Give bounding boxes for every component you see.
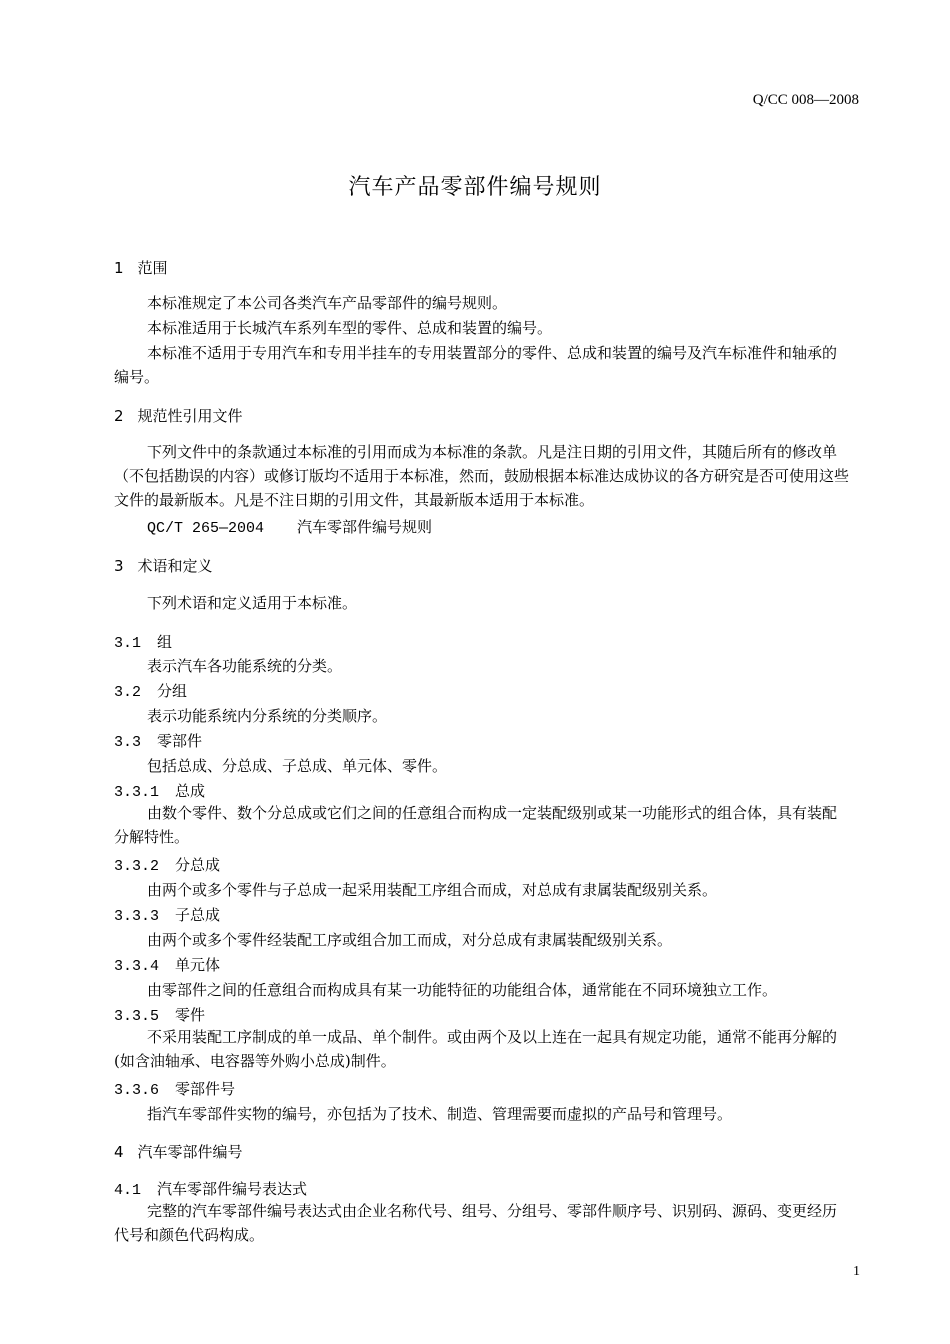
section-heading-4	[114, 1141, 243, 1162]
term-heading-3-3	[114, 730, 202, 751]
reference-code: QC/T 265—2004	[147, 520, 265, 537]
term-number: 3.2	[114, 684, 142, 701]
term-heading-3-1	[114, 631, 172, 652]
term-heading-3-3-4	[114, 954, 220, 975]
term-heading-3-3-1	[114, 780, 205, 801]
term-heading-3-3-3	[114, 904, 220, 925]
section-title: 汽车零部件编号	[137, 1143, 243, 1161]
reference-title: 汽车零部件编号规则	[297, 518, 433, 536]
standard-number: Q/CC 008—2008	[752, 92, 859, 108]
term-title: 单元体	[175, 956, 221, 974]
term-number: 3.3.1	[114, 784, 160, 801]
term-heading-3-3-5	[114, 1004, 205, 1025]
section-heading-1	[114, 257, 168, 278]
term-title: 分组	[157, 682, 188, 700]
page-title: 汽车产品零部件编号规则	[348, 175, 602, 200]
term-number: 3.3.3	[114, 908, 160, 925]
term-definition: 完整的汽车零部件编号表达式由企业名称代号、组号、分组号、零部件顺序号、识别码、源码、变更经历代号和颜色代码构成。	[114, 1202, 838, 1244]
term-definition: 不采用装配工序制成的单一成品、单个制件。或由两个及以上连在一起具有规定功能，通常不能再分解的(如含油轴承、电容器等外购小总成)制件。	[114, 1028, 838, 1070]
page-number: 1	[853, 1264, 860, 1279]
section-number: 1	[114, 259, 124, 277]
term-title: 组	[157, 633, 173, 651]
section-number: 3	[114, 557, 124, 575]
term-definition: 由零部件之间的任意组合而构成具有某一功能特征的功能组合体，通常能在不同环境独立工作。	[147, 981, 778, 999]
term-heading-3-3-6	[114, 1078, 235, 1099]
term-definition: 由两个或多个零件与子总成一起采用装配工序组合而成，对总成有隶属装配级别关系。	[147, 881, 718, 899]
term-title: 子总成	[175, 906, 221, 924]
section-number: 4	[114, 1143, 124, 1161]
term-title: 零部件号	[175, 1080, 236, 1098]
term-number: 3.3	[114, 734, 142, 751]
term-definition: 由两个或多个零件经装配工序或组合加工而成，对分总成有隶属装配级别关系。	[147, 931, 673, 949]
term-heading-3-3-2	[114, 854, 220, 875]
term-definition: 包括总成、分总成、子总成、单元体、零件。	[147, 757, 448, 775]
section-heading-2	[114, 405, 243, 426]
term-title: 零件	[175, 1006, 206, 1024]
term-title: 总成	[175, 782, 206, 800]
term-heading-3-2	[114, 680, 187, 701]
term-number: 4.1	[114, 1182, 142, 1199]
term-title: 分总成	[175, 856, 221, 874]
section-title: 规范性引用文件	[137, 407, 243, 425]
term-heading-4-1	[114, 1178, 307, 1199]
term-number: 3.3.4	[114, 958, 160, 975]
reference-entry	[147, 516, 432, 537]
paragraph: 本标准适用于长城汽车系列车型的零件、总成和装置的编号。	[147, 319, 553, 337]
section-number: 2	[114, 407, 124, 425]
section-heading-3	[114, 555, 213, 576]
paragraph: 下列文件中的条款通过本标准的引用而成为本标准的条款。凡是注日期的引用文件，其随后所有的修改单（不包括勘误的内容）或修订版均不适用于本标准，然而，鼓励根据本标准达成协议的各方研究是否可使用这些文件的最新版本。凡是不注日期的引用文件，其最新版本适用于本标准。	[114, 443, 850, 509]
term-title: 零部件	[157, 732, 203, 750]
term-title: 汽车零部件编号表达式	[157, 1180, 308, 1198]
paragraph: 本标准规定了本公司各类汽车产品零部件的编号规则。	[147, 294, 508, 312]
term-number: 3.3.5	[114, 1008, 160, 1025]
term-number: 3.1	[114, 635, 142, 652]
term-definition: 由数个零件、数个分总成或它们之间的任意组合而构成一定装配级别或某一功能形式的组合体，具有装配分解特性。	[114, 804, 838, 846]
term-definition: 指汽车零部件实物的编号，亦包括为了技术、制造、管理需要而虚拟的产品号和管理号。	[147, 1105, 733, 1123]
paragraph: 本标准不适用于专用汽车和专用半挂车的专用装置部分的零件、总成和装置的编号及汽车标准件和轴承的编号。	[114, 344, 838, 386]
term-number: 3.3.6	[114, 1082, 160, 1099]
term-definition: 表示功能系统内分系统的分类顺序。	[147, 707, 388, 725]
paragraph: 下列术语和定义适用于本标准。	[147, 594, 358, 612]
section-title: 术语和定义	[137, 557, 213, 575]
term-definition: 表示汽车各功能系统的分类。	[147, 657, 343, 675]
term-number: 3.3.2	[114, 858, 160, 875]
section-title: 范围	[137, 259, 168, 277]
